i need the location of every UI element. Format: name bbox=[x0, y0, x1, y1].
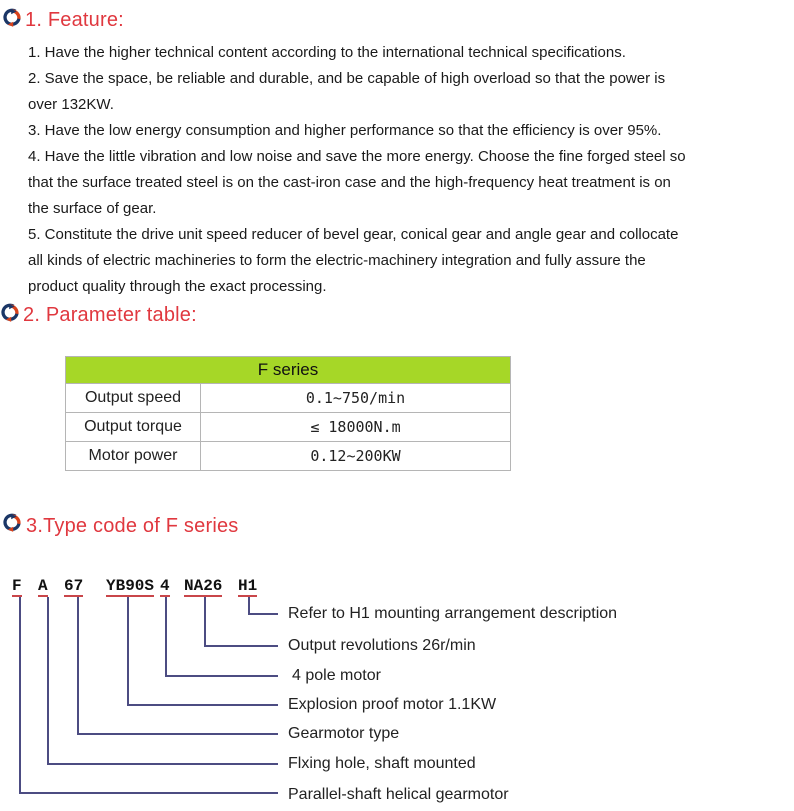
feature-item: 2. Save the space, be reliable and durable, and be capable of high overload so that the power is over 132KW. bbox=[28, 70, 666, 113]
type-code-label: 4 pole motor bbox=[292, 667, 381, 684]
feature-item: 5. Constitute the drive unit speed reducer of bevel gear, conical gear and angle gear and collocate all kinds of electric machineries to form the electric-machinery integration and fully assure the product quality through the exact processing. bbox=[28, 226, 679, 295]
type-code-token: NA26 bbox=[184, 577, 223, 595]
type-code-label: Output revolutions 26r/min bbox=[288, 637, 476, 654]
connector-line bbox=[248, 613, 278, 615]
type-code-token: F bbox=[12, 577, 22, 595]
type-code-label: Parallel-shaft helical gearmotor bbox=[288, 786, 509, 803]
circular-arrows-icon bbox=[2, 513, 22, 533]
connector-line bbox=[47, 597, 49, 765]
type-code-label: Flxing hole, shaft mounted bbox=[288, 755, 476, 772]
parameter-table bbox=[65, 356, 511, 471]
section-heading-feature: 1. Feature: bbox=[25, 9, 124, 31]
param-label: Motor power bbox=[66, 442, 201, 471]
type-code-token: YB90S bbox=[106, 577, 155, 595]
param-value: 0.1~750/min bbox=[201, 384, 511, 413]
connector-line bbox=[77, 733, 278, 735]
circular-arrows-icon bbox=[2, 8, 22, 28]
param-label: Output speed bbox=[66, 384, 201, 413]
table-row bbox=[66, 413, 511, 442]
feature-item: 1. Have the higher technical content according to the international technical specifications. bbox=[28, 44, 626, 61]
section-heading-typecode: 3.Type code of F series bbox=[26, 515, 239, 537]
type-code-label: Refer to H1 mounting arrangement description bbox=[288, 605, 618, 622]
circular-arrows-icon bbox=[0, 303, 20, 323]
feature-list bbox=[28, 40, 688, 300]
type-code-token: 4 bbox=[160, 577, 170, 595]
feature-item: 3. Have the low energy consumption and higher performance so that the efficiency is over 95%. bbox=[28, 122, 662, 139]
connector-line bbox=[165, 597, 167, 677]
connector-line bbox=[204, 597, 206, 647]
table-header-cell: F series bbox=[66, 357, 511, 384]
connector-line bbox=[77, 597, 79, 735]
connector-line bbox=[165, 675, 278, 677]
type-code-diagram bbox=[0, 570, 794, 811]
param-value: 0.12~200KW bbox=[201, 442, 511, 471]
section-heading-parameter: 2. Parameter table: bbox=[23, 304, 197, 326]
connector-line bbox=[19, 597, 21, 794]
table-row bbox=[66, 384, 511, 413]
connector-line bbox=[47, 763, 278, 765]
type-code-label: Explosion proof motor 1.1KW bbox=[288, 696, 497, 713]
table-header-row bbox=[66, 357, 511, 384]
param-value: ≤ 18000N.m bbox=[201, 413, 511, 442]
type-code-token: 67 bbox=[64, 577, 84, 595]
table-row bbox=[66, 442, 511, 471]
connector-line bbox=[204, 645, 278, 647]
connector-line bbox=[19, 792, 278, 794]
param-label: Output torque bbox=[66, 413, 201, 442]
feature-item: 4. Have the little vibration and low noise and save the more energy. Choose the fine forged steel so that the surface treated steel is on the cast-iron case and the high-frequency heat treatment is on the surface of gear. bbox=[28, 148, 686, 217]
connector-line bbox=[127, 597, 129, 706]
type-code-token: A bbox=[38, 577, 48, 595]
connector-line bbox=[127, 704, 278, 706]
type-code-token: H1 bbox=[238, 577, 258, 595]
type-code-label: Gearmotor type bbox=[288, 725, 400, 742]
